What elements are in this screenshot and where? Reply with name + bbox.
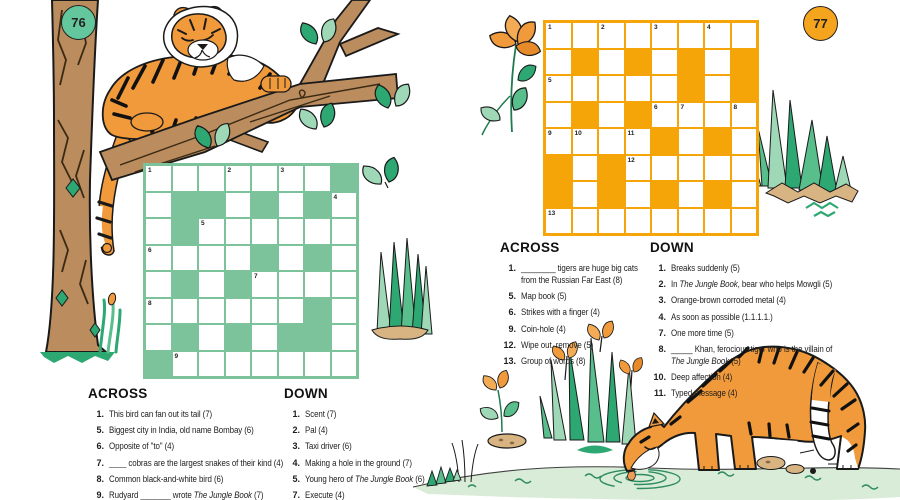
grid-cell[interactable] (546, 23, 571, 48)
grid-cell[interactable] (173, 246, 198, 271)
grid-cell[interactable] (679, 129, 704, 154)
clue-text: Opposite of "to" (4) (109, 441, 175, 452)
blocked-cell (279, 325, 304, 350)
grid-cell[interactable] (146, 166, 171, 191)
clue-number: 1. (508, 263, 516, 273)
cell-number: 1 (548, 24, 552, 31)
clue (284, 424, 470, 436)
clue-number: 6. (508, 307, 516, 318)
clue-text: Pal (4) (305, 425, 328, 436)
grid-cell[interactable] (279, 272, 304, 297)
right-down-section (650, 240, 861, 404)
grid-cell[interactable] (199, 166, 224, 191)
grid-cell[interactable] (626, 129, 651, 154)
grid-cell[interactable] (252, 272, 277, 297)
clue-text: Coin-hole (4) (521, 323, 566, 334)
grid-cell[interactable] (173, 299, 198, 324)
blocked-cell (173, 272, 198, 297)
grid-cell[interactable] (732, 103, 757, 128)
clue-number: 7. (96, 457, 104, 468)
clue (500, 290, 663, 302)
clue-number: 2. (292, 425, 300, 436)
grid-cell[interactable] (546, 129, 571, 154)
clue-text: Biggest city in India, old name Bombay (6) (109, 425, 254, 436)
grid-cell[interactable] (173, 352, 198, 377)
grid-cell[interactable] (332, 352, 357, 377)
cell-number: 6 (148, 246, 152, 254)
grid-cell[interactable] (626, 23, 651, 48)
grid-cell[interactable] (226, 246, 251, 271)
crossword-grid-right (543, 20, 759, 236)
grid-cell[interactable] (652, 156, 677, 181)
grid-cell[interactable] (705, 209, 730, 234)
blocked-cell (305, 325, 330, 350)
clue-number: 1. (96, 409, 104, 419)
clue (88, 440, 314, 452)
grid-cell[interactable] (332, 299, 357, 324)
grid-cell[interactable] (332, 272, 357, 297)
blocked-cell (305, 299, 330, 324)
cell-number: 11 (627, 130, 635, 137)
clue-text: Young hero of The Jungle Book (6) (305, 473, 425, 484)
clue-text: This bird can fan out its tail (7) (109, 409, 213, 419)
grid-cell[interactable] (705, 23, 730, 48)
clue-text: In The Jungle Book, bear who helps Mowgli (5) (671, 279, 833, 290)
clue-number: 1. (292, 409, 300, 419)
blocked-cell (732, 50, 757, 75)
grid-cell[interactable] (279, 219, 304, 244)
page-number-badge-76: 76 (61, 5, 96, 40)
clue-number: 9. (96, 489, 104, 500)
grid-cell[interactable] (546, 209, 571, 234)
grid-cell[interactable] (252, 325, 277, 350)
grid-cell[interactable] (279, 193, 304, 218)
grid-cell[interactable] (626, 156, 651, 181)
cell-number: 9 (548, 130, 552, 137)
clue-number: 5. (292, 473, 300, 484)
grid-cell[interactable] (305, 272, 330, 297)
grid-cell[interactable] (226, 166, 251, 191)
clue (500, 306, 663, 318)
grid-cell[interactable] (252, 299, 277, 324)
clue (650, 294, 861, 306)
crossword-grid-left (143, 163, 359, 379)
grid-cell[interactable] (226, 219, 251, 244)
clue (650, 327, 861, 339)
clue (284, 408, 470, 420)
grid-cell[interactable] (652, 76, 677, 101)
grid-cell[interactable] (146, 193, 171, 218)
grid-cell[interactable] (146, 325, 171, 350)
grid-cell[interactable] (332, 219, 357, 244)
grid-cell[interactable] (546, 50, 571, 75)
grid-cell[interactable] (679, 156, 704, 181)
grass-clump-illustration (372, 238, 432, 339)
blocked-cell (599, 182, 624, 207)
left-across-section (88, 386, 314, 500)
down-heading: DOWN (284, 386, 328, 401)
grid-cell[interactable] (146, 272, 171, 297)
blocked-cell (652, 129, 677, 154)
clue-number: 6. (96, 441, 104, 452)
clue (500, 355, 663, 367)
clue (88, 489, 314, 500)
grid-cell[interactable] (573, 76, 598, 101)
grid-cell[interactable] (199, 219, 224, 244)
blocked-cell (679, 50, 704, 75)
grid-cell[interactable] (199, 299, 224, 324)
grid-cell[interactable] (652, 50, 677, 75)
clue (650, 262, 861, 274)
grid-cell[interactable] (732, 23, 757, 48)
clue-text: Making a hole in the ground (7) (305, 457, 412, 468)
grid-cell[interactable] (146, 246, 171, 271)
flower-clump-small-illustration (478, 368, 526, 448)
grid-cell[interactable] (652, 209, 677, 234)
clue-text: Common black-and-white bird (6) (109, 473, 224, 484)
blocked-cell (679, 76, 704, 101)
clue-number: 10. (653, 372, 666, 383)
grid-cell[interactable] (732, 182, 757, 207)
grid-cell[interactable] (652, 23, 677, 48)
grid-cell[interactable] (732, 129, 757, 154)
clue-text: Execute (4) (305, 489, 345, 500)
cell-number: 12 (627, 156, 635, 164)
blocked-cell (732, 76, 757, 101)
blocked-cell (705, 182, 730, 207)
blocked-cell (173, 193, 198, 218)
grid-cell[interactable] (226, 299, 251, 324)
blocked-cell (546, 156, 571, 181)
blocked-cell (173, 325, 198, 350)
clue (500, 262, 663, 286)
clue-number: 2. (658, 279, 666, 290)
grid-cell[interactable] (146, 219, 171, 244)
clue (500, 339, 663, 351)
clue (650, 371, 861, 383)
grid-cell[interactable] (599, 23, 624, 48)
grid-cell[interactable] (173, 166, 198, 191)
blocked-cell (626, 103, 651, 128)
blocked-cell (146, 352, 171, 377)
grid-cell[interactable] (599, 209, 624, 234)
grid-cell[interactable] (573, 129, 598, 154)
blocked-cell (305, 246, 330, 271)
clue (284, 440, 470, 452)
grid-cell[interactable] (626, 76, 651, 101)
grid-cell[interactable] (199, 325, 224, 350)
cell-number: 5 (201, 220, 205, 227)
clue (650, 387, 861, 399)
cell-number: 1 (148, 167, 152, 174)
blocked-cell (199, 193, 224, 218)
grid-cell[interactable] (599, 103, 624, 128)
clue (88, 424, 314, 436)
clue (284, 489, 470, 500)
grid-cell[interactable] (705, 156, 730, 181)
blocked-cell (173, 219, 198, 244)
clue-number: 3. (292, 441, 300, 452)
grid-cell[interactable] (199, 246, 224, 271)
clue (500, 323, 663, 335)
cell-number: 7 (254, 273, 258, 280)
grid-cell[interactable] (573, 23, 598, 48)
blocked-cell (226, 272, 251, 297)
grid-cell[interactable] (546, 76, 571, 101)
grid-cell[interactable] (705, 76, 730, 101)
grid-cell[interactable] (546, 103, 571, 128)
clue-number: 1. (658, 263, 666, 273)
blocked-cell (546, 182, 571, 207)
grid-cell[interactable] (573, 209, 598, 234)
left-across-clues (88, 408, 314, 500)
grid-cell[interactable] (679, 209, 704, 234)
blocked-cell (252, 193, 277, 218)
clue-number: 13. (503, 355, 516, 366)
cell-number: 3 (280, 167, 285, 174)
cell-number: 3 (654, 24, 658, 31)
grid-cell[interactable] (679, 182, 704, 207)
clue-text: Taxi driver (6) (305, 441, 352, 452)
cell-number: 6 (654, 103, 658, 111)
grid-cell[interactable] (199, 272, 224, 297)
right-down-clues (650, 262, 861, 399)
clue (284, 473, 470, 485)
grid-cell[interactable] (573, 182, 598, 207)
cell-number: 10 (574, 130, 582, 137)
cell-number: 2 (601, 24, 605, 31)
clue-number: 5. (96, 425, 104, 436)
clue-text: One more time (5) (671, 327, 734, 338)
grid-cell[interactable] (252, 219, 277, 244)
clue-number: 5. (508, 291, 516, 302)
cell-number: 5 (548, 77, 552, 84)
grid-cell[interactable] (252, 166, 277, 191)
grid-cell[interactable] (279, 299, 304, 324)
page-number-badge-77: 77 (803, 6, 838, 41)
cell-number: 8 (148, 299, 152, 307)
cell-number: 9 (174, 352, 179, 360)
clue-number: 3. (658, 295, 666, 306)
clue-text: ________ tigers are huge big cats from the Russian Far East (8) (521, 263, 638, 285)
cell-number: 7 (680, 103, 685, 111)
left-down-section (284, 386, 470, 500)
clue-text: _____ Khan, ferocious tiger who is the villain of The Jungle Book (5) (671, 343, 833, 366)
across-heading: ACROSS (500, 240, 560, 255)
cell-number: 4 (707, 24, 711, 31)
right-across-section (500, 240, 663, 371)
agave-plant-illustration (750, 90, 858, 216)
clue-text: Breaks suddenly (5) (671, 263, 740, 273)
clue-number: 7. (292, 489, 300, 500)
blocked-cell (332, 166, 357, 191)
grid-cell[interactable] (305, 219, 330, 244)
left-down-clues (284, 408, 470, 500)
clue-number: 9. (508, 323, 516, 334)
grid-cell[interactable] (332, 193, 357, 218)
grid-cell[interactable] (332, 325, 357, 350)
across-heading: ACROSS (88, 386, 148, 401)
grid-cell[interactable] (652, 103, 677, 128)
cell-number: 13 (548, 209, 556, 217)
grid-cell[interactable] (599, 129, 624, 154)
clue-number: 4. (292, 457, 300, 468)
clue-text: Typed message (4) (671, 388, 738, 399)
grid-cell[interactable] (626, 209, 651, 234)
grid-cell[interactable] (679, 103, 704, 128)
grid-cell[interactable] (226, 193, 251, 218)
clue-number: 8. (658, 343, 666, 354)
clue-number: 12. (503, 339, 516, 350)
grid-cell[interactable] (226, 352, 251, 377)
grid-cell[interactable] (679, 23, 704, 48)
clue (650, 343, 861, 367)
grid-cell[interactable] (573, 156, 598, 181)
clue-number: 7. (658, 327, 666, 338)
grid-cell[interactable] (252, 352, 277, 377)
clue-text: As soon as possible (1.1.1.1.) (671, 311, 773, 322)
grid-cell[interactable] (332, 246, 357, 271)
clue (284, 457, 470, 469)
blocked-cell (305, 193, 330, 218)
grid-cell[interactable] (626, 182, 651, 207)
clue (88, 457, 314, 469)
trunk-base-grass-illustration (100, 292, 120, 352)
clue (88, 473, 314, 485)
cell-number: 4 (333, 193, 338, 201)
blocked-cell (226, 325, 251, 350)
grid-cell[interactable] (279, 166, 304, 191)
grid-cell[interactable] (732, 209, 757, 234)
grid-cell[interactable] (305, 166, 330, 191)
blocked-cell (599, 156, 624, 181)
clue-text: Group of words (8) (521, 355, 586, 366)
clue (650, 278, 861, 290)
clue-text: Scent (7) (305, 409, 337, 419)
clue-text: Deep affection (4) (671, 372, 733, 383)
clue-text: Rudyard _______ wrote The Jungle Book (7) (109, 489, 264, 500)
blocked-cell (573, 50, 598, 75)
grid-cell[interactable] (599, 76, 624, 101)
blocked-cell (652, 182, 677, 207)
grid-cell[interactable] (732, 156, 757, 181)
grid-cell[interactable] (279, 352, 304, 377)
grid-cell[interactable] (199, 352, 224, 377)
clue-text: Map book (5) (521, 291, 567, 302)
clue-number: 11. (653, 388, 666, 399)
clue-number: 8. (96, 473, 104, 484)
grid-cell[interactable] (279, 246, 304, 271)
clue-number: 4. (658, 311, 666, 322)
cell-number: 2 (227, 167, 232, 174)
blocked-cell (626, 50, 651, 75)
clue (88, 408, 314, 420)
grid-cell[interactable] (705, 103, 730, 128)
clue-text: Orange-brown corroded metal (4) (671, 295, 786, 306)
grid-cell[interactable] (705, 50, 730, 75)
grid-cell[interactable] (599, 50, 624, 75)
blocked-cell (573, 103, 598, 128)
cell-number: 8 (733, 103, 738, 111)
clue-text: Strikes with a finger (4) (521, 307, 600, 318)
right-across-clues (500, 262, 663, 367)
down-heading: DOWN (650, 240, 694, 255)
orange-flower-illustration (478, 14, 543, 135)
blocked-cell (705, 129, 730, 154)
blocked-cell (252, 246, 277, 271)
clue-text: ____ cobras are the largest snakes of their kind (4) (109, 457, 284, 468)
grid-cell[interactable] (146, 299, 171, 324)
grid-cell[interactable] (305, 352, 330, 377)
clue-text: Wipe out, remove (5) (521, 339, 594, 350)
clue (650, 311, 861, 323)
